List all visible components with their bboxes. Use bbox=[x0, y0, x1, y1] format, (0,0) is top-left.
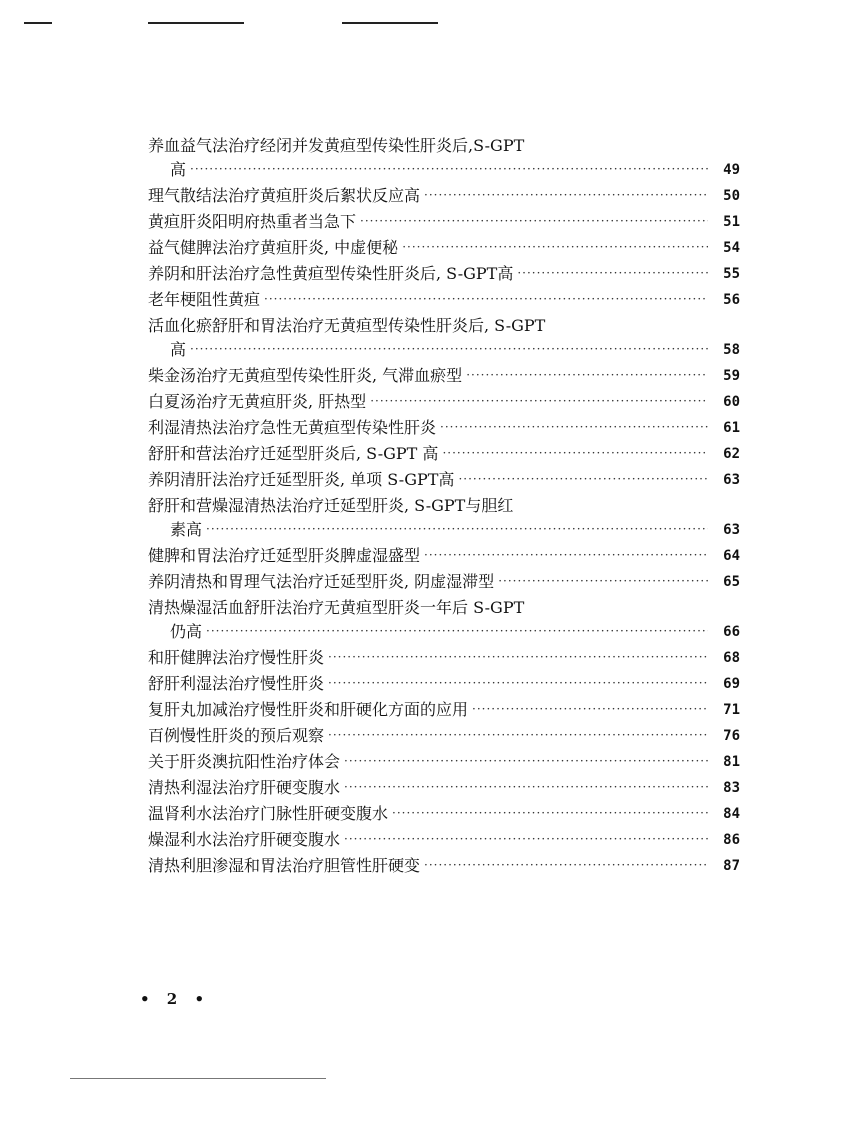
toc-entry bbox=[148, 238, 740, 258]
toc-page-number: 60 bbox=[723, 394, 740, 410]
toc-entry-text: 素高 bbox=[170, 520, 203, 539]
toc-leader-dots bbox=[264, 290, 708, 310]
toc-page-number: 71 bbox=[723, 702, 740, 718]
toc-entry bbox=[148, 856, 740, 876]
toc-leader-dots bbox=[370, 392, 708, 412]
toc-page-number: 63 bbox=[723, 472, 740, 488]
toc-entry-text: 舒肝利湿法治疗慢性肝炎 bbox=[148, 674, 325, 693]
toc-page-number: 87 bbox=[723, 858, 740, 874]
toc-leader-dots bbox=[424, 186, 708, 206]
toc-entry bbox=[148, 290, 740, 310]
toc-page-number: 49 bbox=[723, 162, 740, 178]
toc-entry-text: 复肝丸加减治疗慢性肝炎和肝硬化方面的应用 bbox=[148, 700, 469, 719]
toc-page-number: 86 bbox=[723, 832, 740, 848]
toc-entry bbox=[148, 366, 740, 386]
toc-entry bbox=[148, 752, 740, 772]
toc-entry-text: 清热利胆渗湿和胃法治疗胆管性肝硬变 bbox=[148, 856, 421, 875]
toc-leader-dots bbox=[402, 238, 708, 258]
toc-entry bbox=[148, 160, 740, 180]
toc-page-number: 63 bbox=[723, 522, 740, 538]
toc-entry-title-text: 活血化瘀舒肝和胃法治疗无黄疸型传染性肝炎后, S-GPT bbox=[148, 316, 546, 335]
toc-entry bbox=[148, 622, 740, 642]
toc-entry-text: 高 bbox=[170, 340, 187, 359]
toc-leader-dots bbox=[466, 366, 708, 386]
toc-entry-text: 高 bbox=[170, 160, 187, 179]
toc-entry-text: 健脾和胃法治疗迁延型肝炎脾虚湿盛型 bbox=[148, 546, 421, 565]
toc-entry-text: 燥湿利水法治疗肝硬变腹水 bbox=[148, 830, 341, 849]
toc-entry-text: 和肝健脾法治疗慢性肝炎 bbox=[148, 648, 325, 667]
toc-leader-dots bbox=[498, 572, 708, 592]
toc-entry bbox=[148, 418, 740, 438]
toc-entry bbox=[148, 726, 740, 746]
toc-entry bbox=[148, 520, 740, 540]
toc-entry-text: 养阴清热和胃理气法治疗迁延型肝炎, 阴虚湿滞型 bbox=[148, 572, 495, 591]
toc-page-number: 65 bbox=[723, 574, 740, 590]
toc-leader-dots bbox=[328, 648, 708, 668]
toc-entry-text: 清热利湿法治疗肝硬变腹水 bbox=[148, 778, 341, 797]
toc-page-number: 50 bbox=[723, 188, 740, 204]
page-number: • 2 • bbox=[140, 990, 211, 1008]
toc-leader-dots bbox=[472, 700, 708, 720]
toc-entry-text: 养阴和肝法治疗急性黄疸型传染性肝炎后, S-GPT高 bbox=[148, 264, 514, 283]
toc-entry bbox=[148, 804, 740, 824]
toc-leader-dots bbox=[440, 418, 708, 438]
toc-entry bbox=[148, 778, 740, 798]
toc-page-number: 84 bbox=[723, 806, 740, 822]
toc-entry bbox=[148, 572, 740, 592]
toc-leader-dots bbox=[206, 520, 708, 540]
toc-leader-dots bbox=[328, 674, 708, 694]
top-rule-2 bbox=[148, 22, 244, 24]
toc-page-number: 51 bbox=[723, 214, 740, 230]
toc-entry-text: 老年梗阻性黄疸 bbox=[148, 290, 261, 309]
toc-entry-text: 关于肝炎澳抗阳性治疗体会 bbox=[148, 752, 341, 771]
toc-leader-dots bbox=[328, 726, 708, 746]
toc-entry bbox=[148, 830, 740, 850]
toc-page-number: 56 bbox=[723, 292, 740, 308]
toc-page-number: 62 bbox=[723, 446, 740, 462]
toc-entry-title bbox=[148, 316, 740, 336]
toc-page-number: 61 bbox=[723, 420, 740, 436]
toc-entry-title-text: 清热燥湿活血舒肝法治疗无黄疸型肝炎一年后 S-GPT bbox=[148, 598, 525, 617]
toc-entry bbox=[148, 212, 740, 232]
toc-page-number: 66 bbox=[723, 624, 740, 640]
toc-entry-text: 舒肝和营法治疗迁延型肝炎后, S-GPT 高 bbox=[148, 444, 439, 463]
toc-leader-dots bbox=[206, 622, 708, 642]
toc-entry bbox=[148, 340, 740, 360]
toc-page-number: 76 bbox=[723, 728, 740, 744]
toc-leader-dots bbox=[392, 804, 708, 824]
toc-page-number: 58 bbox=[723, 342, 740, 358]
toc-entry-text: 养阴清肝法治疗迁延型肝炎, 单项 S-GPT高 bbox=[148, 470, 455, 489]
toc-entry-title-text: 舒肝和营燥湿清热法治疗迁延型肝炎, S-GPT与胆红 bbox=[148, 496, 514, 515]
toc-entry-text: 黄疸肝炎阳明府热重者当急下 bbox=[148, 212, 357, 231]
toc-leader-dots bbox=[344, 752, 708, 772]
toc-leader-dots bbox=[458, 470, 708, 490]
toc-entry bbox=[148, 392, 740, 412]
toc-page-number: 69 bbox=[723, 676, 740, 692]
toc-leader-dots bbox=[442, 444, 708, 464]
toc-entry-text: 温肾利水法治疗门脉性肝硬变腹水 bbox=[148, 804, 389, 823]
toc-entry-text: 理气散结法治疗黄疸肝炎后絮状反应高 bbox=[148, 186, 421, 205]
toc-entry bbox=[148, 264, 740, 284]
top-rule-3 bbox=[342, 22, 438, 24]
toc-leader-dots bbox=[424, 546, 708, 566]
toc-entry-title bbox=[148, 496, 740, 516]
toc-leader-dots bbox=[344, 778, 708, 798]
toc-entry-text: 柴金汤治疗无黄疸型传染性肝炎, 气滞血瘀型 bbox=[148, 366, 463, 385]
toc-leader-dots bbox=[360, 212, 708, 232]
toc-entry bbox=[148, 648, 740, 668]
toc-leader-dots bbox=[424, 856, 708, 876]
toc-entry-title bbox=[148, 598, 740, 618]
toc-entry-title bbox=[148, 136, 740, 156]
top-rule-1 bbox=[24, 22, 52, 24]
toc-leader-dots bbox=[190, 160, 708, 180]
toc-entry bbox=[148, 444, 740, 464]
toc-entry-text: 百例慢性肝炎的预后观察 bbox=[148, 726, 325, 745]
toc-entry-title-text: 养血益气法治疗经闭并发黄疸型传染性肝炎后,S-GPT bbox=[148, 136, 525, 155]
toc-entry-text: 利湿清热法治疗急性无黄疸型传染性肝炎 bbox=[148, 418, 437, 437]
bottom-rule bbox=[70, 1078, 326, 1079]
toc-leader-dots bbox=[190, 340, 708, 360]
table-of-contents bbox=[148, 136, 740, 882]
toc-entry bbox=[148, 470, 740, 490]
toc-page-number: 68 bbox=[723, 650, 740, 666]
toc-entry bbox=[148, 546, 740, 566]
toc-leader-dots bbox=[344, 830, 708, 850]
toc-entry bbox=[148, 674, 740, 694]
toc-page-number: 64 bbox=[723, 548, 740, 564]
toc-entry-text: 仍高 bbox=[170, 622, 203, 641]
toc-leader-dots bbox=[517, 264, 708, 284]
toc-page-number: 59 bbox=[723, 368, 740, 384]
toc-entry-text: 白夏汤治疗无黄疸肝炎, 肝热型 bbox=[148, 392, 367, 411]
toc-page-number: 55 bbox=[723, 266, 740, 282]
toc-page-number: 54 bbox=[723, 240, 740, 256]
toc-entry bbox=[148, 186, 740, 206]
toc-entry-text: 益气健脾法治疗黄疸肝炎, 中虚便秘 bbox=[148, 238, 399, 257]
toc-page-number: 83 bbox=[723, 780, 740, 796]
toc-entry bbox=[148, 700, 740, 720]
toc-page-number: 81 bbox=[723, 754, 740, 770]
